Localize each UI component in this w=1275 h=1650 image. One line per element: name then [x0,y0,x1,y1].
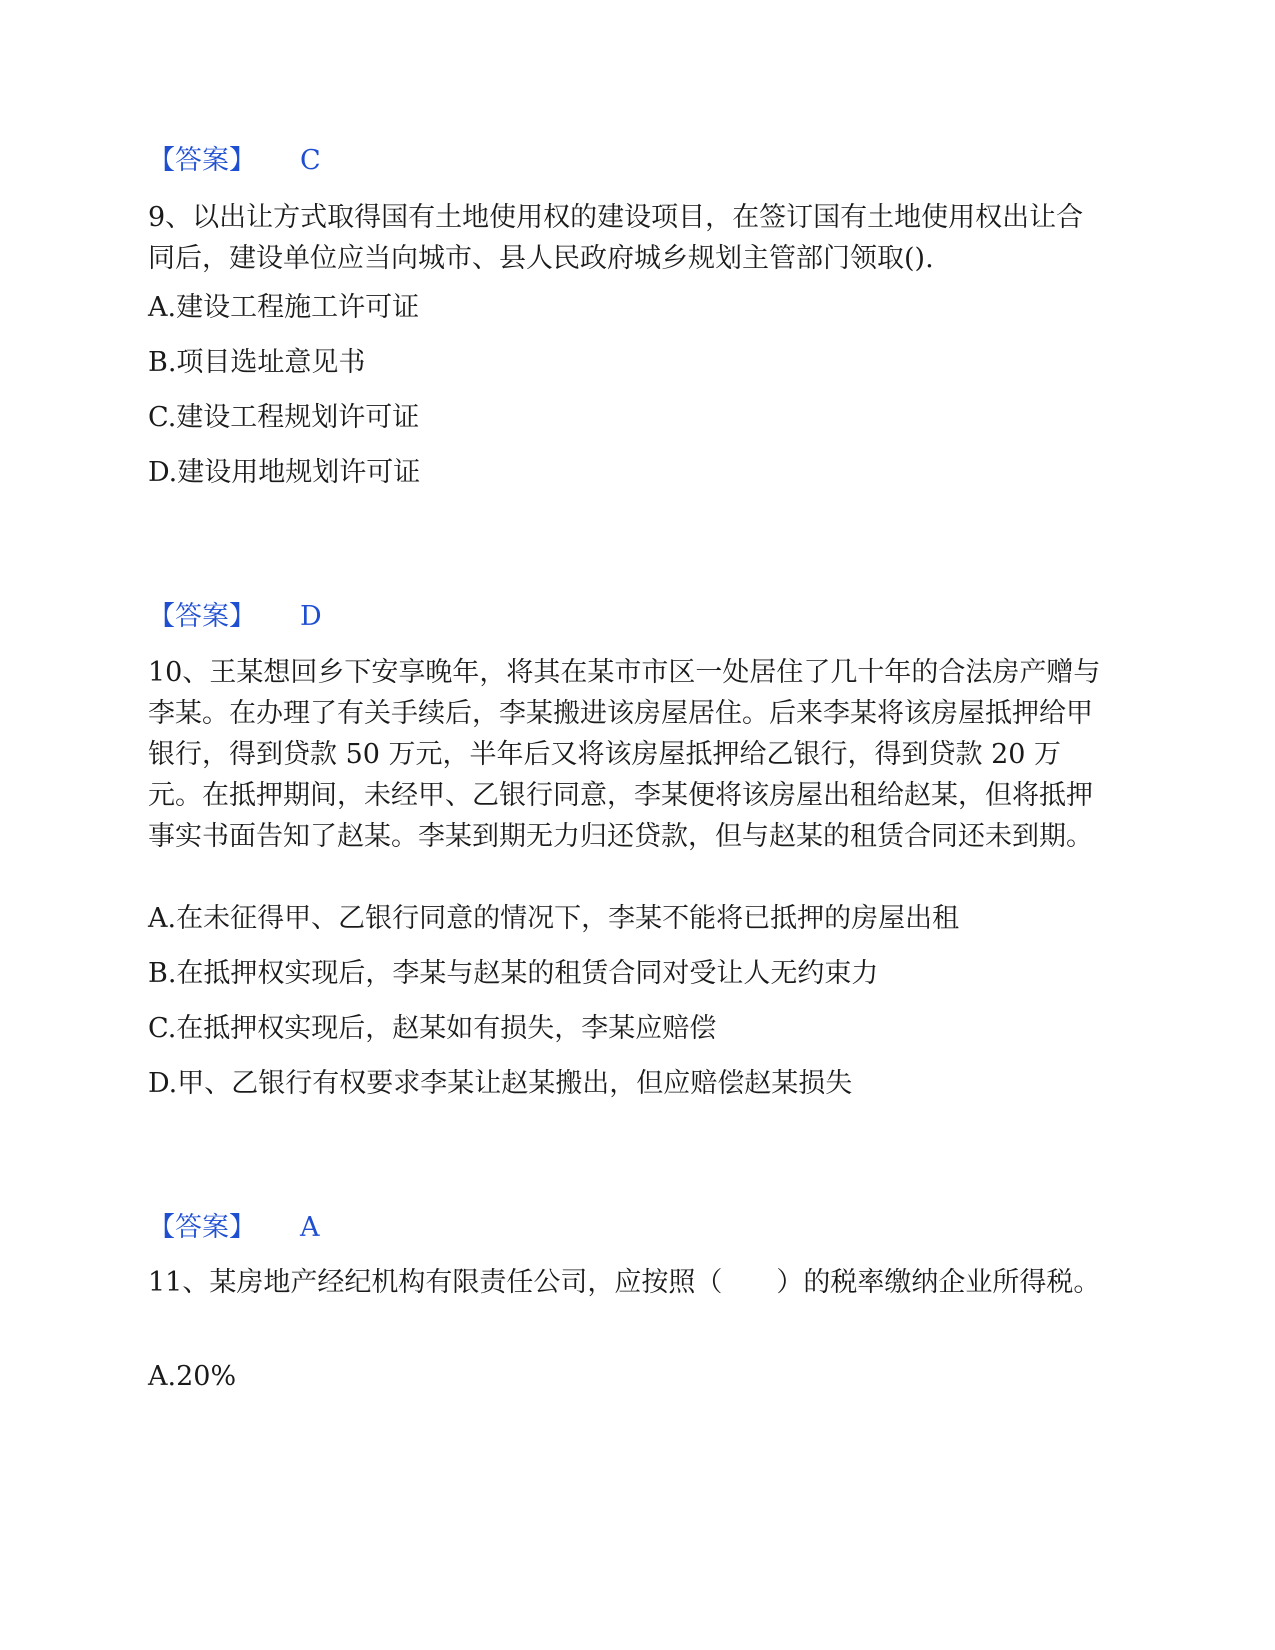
question-11-text: 11、某房地产经纪机构有限责任公司，应按照（ ）的税率缴纳企业所得税。 [148,1267,1101,1298]
question-9-option-b: B.项目选址意见书 [148,347,366,378]
question-9-option-c: C.建设工程规划许可证 [148,402,420,433]
question-10-text: 10、王某想回乡下安享晚年，将其在某市市区一处居住了几十年的合法房产赠与李某。在办理了有关手续后，李某搬进该房屋居住。后来李某将该房屋抵押给甲银行，得到贷款 50 万元，半年后又将该房屋抵押给乙银行，得到贷款 20 万元。在抵押期间，未经甲、乙银行同意，李某便将该房屋出租给赵某，但将抵押事实书面告知了赵某。李某到期无力归还贷款，但与赵某的租赁合同还未到期。 [148,657,1101,852]
answer-line-d [148,600,1108,634]
answer-value: C [300,145,321,176]
question-10-option-a: A.在未征得甲、乙银行同意的情况下，李某不能将已抵押的房屋出租 [148,903,960,934]
question-9-option-d: D.建设用地规划许可证 [148,457,421,488]
question-9-text: 9、以出让方式取得国有土地使用权的建设项目，在签订国有土地使用权出让合同后，建设单位应当向城市、县人民政府城乡规划主管部门领取(). [148,202,1084,274]
answer-line-a [148,1211,1108,1245]
question-10-option-d: D.甲、乙银行有权要求李某让赵某搬出，但应赔偿赵某损失 [148,1068,853,1099]
question-10-option-c: C.在抵押权实现后，赵某如有损失，李某应赔偿 [148,1013,717,1044]
answer-value: A [300,1212,320,1243]
answer-tag: 【答案】 [148,145,256,176]
question-9-option-a: A.建设工程施工许可证 [148,292,420,323]
question-10-option-b: B.在抵押权实现后，李某与赵某的租赁合同对受让人无约束力 [148,958,879,989]
answer-line-c [148,144,1108,178]
question-11-option-a: A.20% [148,1361,237,1392]
answer-tag: 【答案】 [148,601,256,632]
answer-tag: 【答案】 [148,1212,256,1243]
answer-value: D [300,601,322,632]
